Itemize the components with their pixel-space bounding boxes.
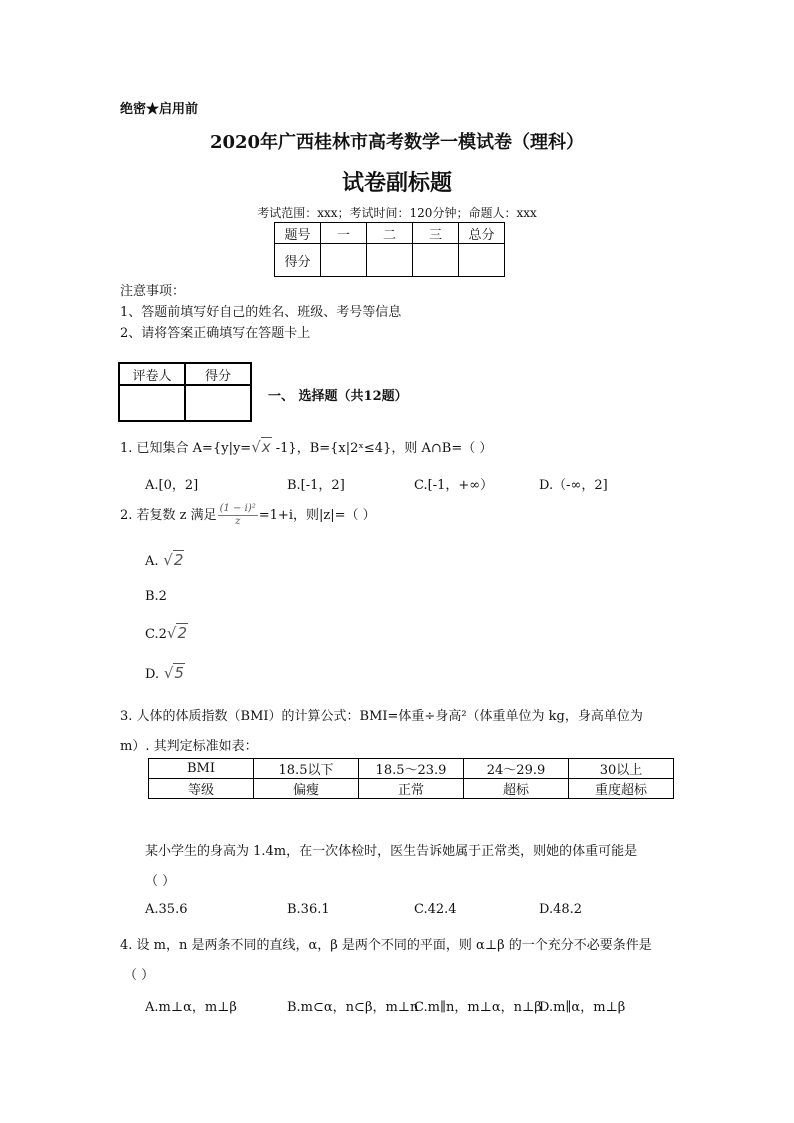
score-header-cell: 三 (413, 223, 459, 244)
score-blank-cell (321, 244, 367, 277)
option-b: B.[-1，2] (287, 478, 345, 493)
option-d (145, 664, 185, 682)
option-d: D.m∥α，m⊥β (539, 1000, 626, 1015)
option-c (145, 624, 188, 642)
score-table (274, 222, 505, 277)
score-header-cell: 总分 (459, 223, 505, 244)
fraction-numerator: (1 − i)² (219, 503, 256, 514)
score-header-cell: 题号 (275, 223, 321, 244)
fraction (218, 503, 258, 528)
bmi-cell: 等级 (149, 779, 254, 799)
sqrt-expression: √2 (158, 551, 184, 569)
bmi-cell: 正常 (359, 779, 464, 799)
option-b: B.2 (145, 589, 167, 604)
option-prefix: A. (145, 554, 159, 569)
bmi-cell: 重度超标 (569, 779, 674, 799)
option-c: C.[-1，+∞） (414, 478, 494, 493)
grader-blank-cell (119, 385, 185, 421)
bmi-cell: 24～29.9 (464, 759, 569, 779)
question-3-line1: 3. 人体的体质指数（BMI）的计算公式：BMI=体重÷身高²（体重单位为 kg，身高单位为 (120, 709, 643, 724)
question-text: -1}，B={x|2ˣ≤4}，则 A∩B=（ ） (271, 441, 493, 456)
question-text: =1+i，则|z|=（ ） (258, 508, 376, 523)
sqrt-expression: √5 (159, 664, 184, 682)
option-d: D.（-∞，2] (539, 478, 608, 493)
sqrt-expression: √x (251, 438, 271, 456)
score-blank-cell (367, 244, 413, 277)
bmi-cell: 18.5以下 (254, 759, 359, 779)
grader-table (118, 362, 252, 422)
option-prefix: D. (145, 667, 160, 682)
option-c: C.m∥n，m⊥α，n⊥β (414, 1000, 542, 1015)
question-2 (120, 503, 376, 528)
score-blank-cell (413, 244, 459, 277)
score-header-cell: 一 (321, 223, 367, 244)
option-a (145, 551, 184, 569)
exam-subtitle: 试卷副标题 (341, 170, 452, 196)
option-b: B.m⊂α，n⊂β，m⊥n (287, 1000, 419, 1015)
grader-header-cell: 评卷人 (119, 363, 185, 385)
bmi-table (148, 758, 674, 799)
option-prefix: C.2 (145, 627, 167, 642)
radicand: 2 (177, 624, 187, 642)
bmi-cell: 18.5～23.9 (359, 759, 464, 779)
question-3-stem: 某小学生的身高为 1.4m，在一次体检时，医生告诉她属于正常类，则她的体重可能是 (145, 844, 638, 859)
sqrt-expression: √2 (166, 624, 187, 642)
option-b: B.36.1 (287, 902, 330, 917)
fraction-denominator: z (235, 516, 241, 527)
question-3-stem-paren: （ ） (145, 874, 176, 889)
notes-item: 1、答题前填写好自己的姓名、班级、考号等信息 (120, 305, 402, 320)
question-4-line2: （ ） (124, 968, 155, 983)
bmi-cell: BMI (149, 759, 254, 779)
exam-info: 考试范围：xxx；考试时间：120分钟；命题人：xxx (257, 206, 537, 220)
score-header-cell: 二 (367, 223, 413, 244)
notes-heading: 注意事项： (120, 284, 186, 299)
notes (120, 281, 401, 344)
score-row-label: 得分 (275, 244, 321, 277)
option-a: A.m⊥α，m⊥β (145, 1000, 237, 1015)
question-1 (120, 437, 492, 456)
bmi-cell: 30以上 (569, 759, 674, 779)
radicand: 2 (173, 551, 184, 569)
option-a: A.35.6 (145, 902, 188, 917)
notes-item: 2、请将答案正确填写在答题卡上 (120, 326, 311, 341)
radicand: 5 (174, 664, 184, 682)
option-a: A.[0，2] (145, 478, 199, 493)
score-blank-cell (459, 244, 505, 277)
question-3-line2: m）. 其判定标准如表： (120, 739, 258, 754)
bmi-cell: 超标 (464, 779, 569, 799)
grader-header-cell: 得分 (185, 363, 251, 385)
question-4-line1: 4. 设 m，n 是两条不同的直线，α，β 是两个不同的平面，则 α⊥β 的一个充分不必要条件是 (120, 938, 652, 953)
section-title: 一、 选择题（共12题） (268, 389, 408, 404)
radicand: x (261, 438, 271, 456)
bmi-cell: 偏瘦 (254, 779, 359, 799)
secret-label: 绝密★启用前 (120, 102, 199, 117)
question-text: 2. 若复数 z 满足 (120, 508, 217, 523)
option-c: C.42.4 (414, 902, 457, 917)
question-text: 1. 已知集合 A={y|y= (120, 441, 252, 456)
exam-title: 2020年广西桂林市高考数学一模试卷（理科） (209, 132, 585, 153)
grader-blank-cell (185, 385, 251, 421)
option-d: D.48.2 (539, 902, 583, 917)
